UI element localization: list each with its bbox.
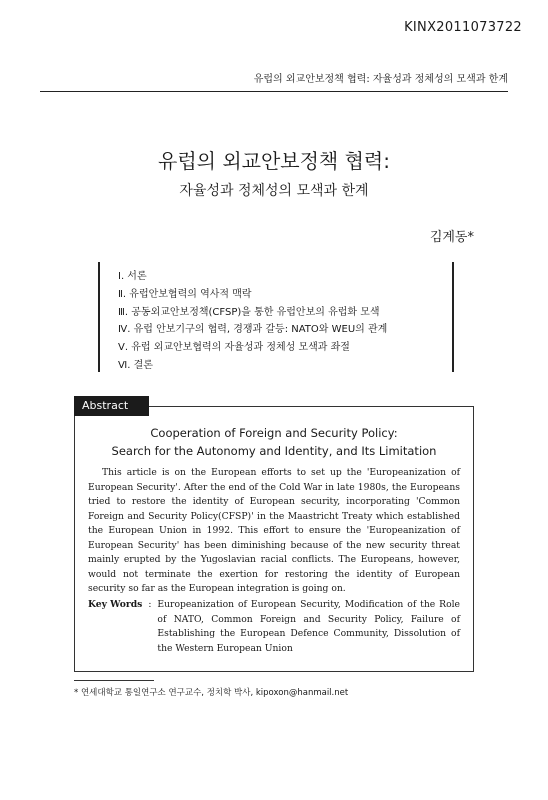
toc-item: Ⅱ. 유럽안보협력의 역사적 맥락 [118,288,252,300]
english-title [74,424,474,460]
abstract-label: Abstract [74,396,149,416]
running-header: 유럽의 외교안보정책 협력: 자율성과 정체성의 모색과 한계 [40,70,508,92]
footnote: * 연세대학교 통일연구소 연구교수, 정치학 박사, kipoxon@hanmail.net [74,688,349,698]
english-title-line1: Cooperation of Foreign and Security Policy: [150,426,398,440]
paper-subtitle: 자율성과 정체성의 모색과 한계 [179,183,369,199]
footnote-divider [74,680,154,681]
keywords-block [88,598,460,656]
abstract-body: This article is on the European efforts to set up the 'Europeanization of European Security'. After the end of the Cold War in late 1980s, the Europeans tried to restore the identity of European security, incorporating 'Common Foreign and Security Policy(CFSP)' in the Maastricht Treaty which established the European Union in 1992. This effort to ensure the 'Europeanization of European Security' has been diminishing because of the new security threat mainly erupted by the Yugoslavian racial conflicts. The Europeans, however, would not terminate the exertion for restoring the identity of European security so far as the European integration is going on. [88,467,460,594]
toc-item: Ⅲ. 공동외교안보정책(CFSP)을 통한 유럽안보의 유럽화 모색 [118,306,380,318]
toc-item: Ⅰ. 서론 [118,271,147,282]
english-title-line2: Search for the Autonomy and Identity, and Its Limitation [111,444,437,458]
toc-item: Ⅴ. 유럽 외교안보협력의 자율성과 정체성 모색과 좌절 [118,342,350,354]
author-name: 김계동* [429,230,474,245]
toc-list [100,262,452,375]
toc-item: Ⅵ. 결론 [118,359,153,371]
keywords-text: Europeanization of European Security, Modification of the Role of NATO, Common Foreign and Security Policy, Failure of Establishing the European Defence Community, Dissolution of the Western European Union [157,599,460,654]
toc-item: Ⅳ. 유럽 안보기구의 협력, 경쟁과 갈등: NATO와 WEU의 관계 [118,324,388,336]
keywords-separator: : [148,599,152,610]
paper-title: 유럽의 외교안보정책 협력: [158,149,390,173]
document-id: KINX2011073722 [404,20,522,35]
table-of-contents [98,262,454,372]
keywords-label: Key Words [88,599,143,610]
